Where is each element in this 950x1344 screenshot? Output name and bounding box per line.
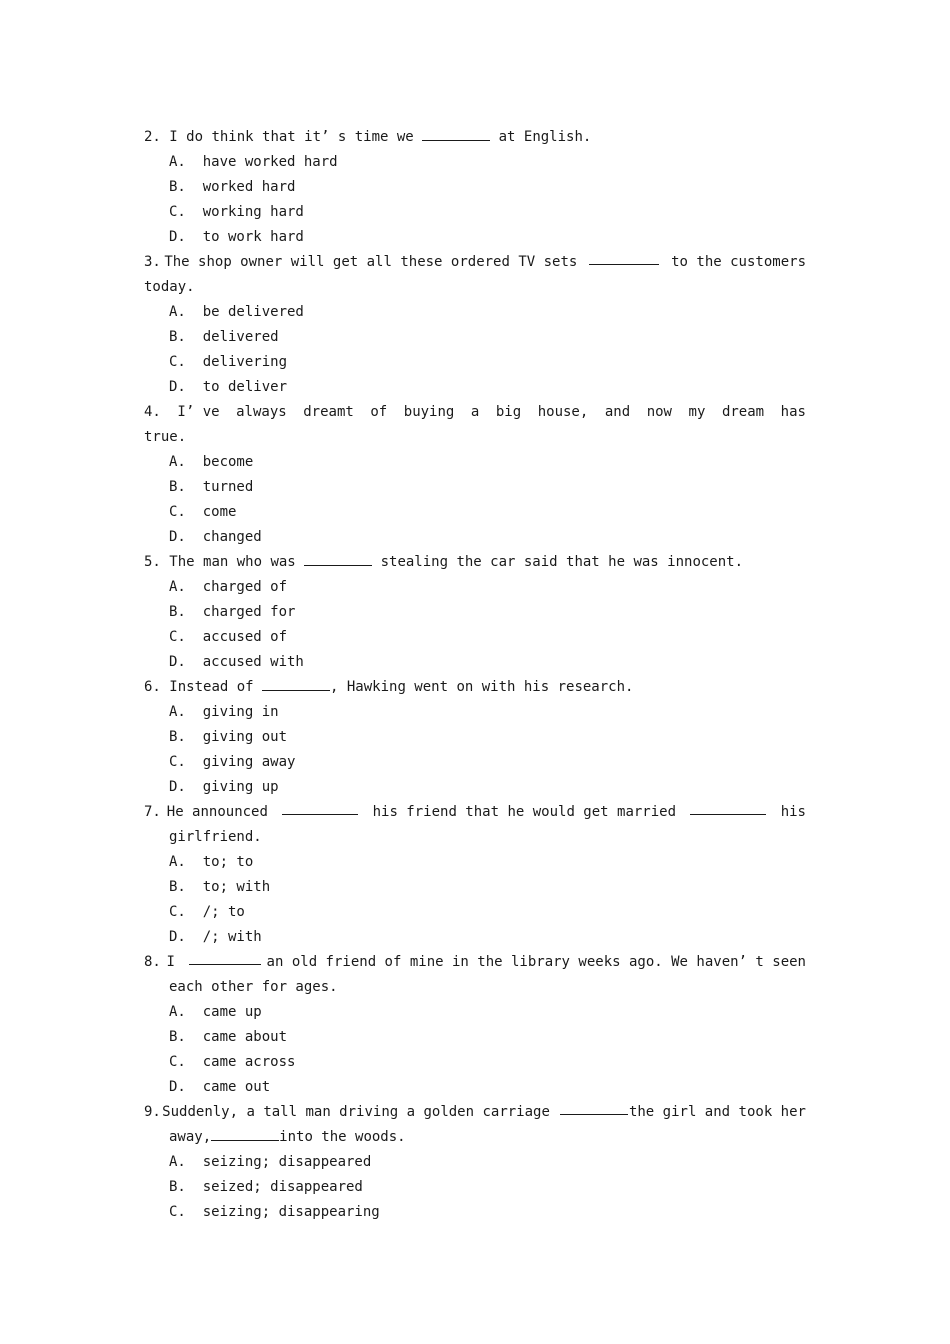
option-b[interactable]: B. seized; disappeared bbox=[169, 1179, 363, 1195]
option-d[interactable]: D. /; with bbox=[169, 929, 262, 945]
question-number: 3. bbox=[144, 254, 161, 270]
option-c[interactable]: C. delivering bbox=[169, 354, 288, 370]
question-stem bbox=[144, 1100, 806, 1125]
option-d[interactable]: D. came out bbox=[169, 1079, 271, 1095]
stem-word: always bbox=[236, 404, 287, 420]
question-9 bbox=[144, 1100, 806, 1225]
option-a[interactable]: A. giving in bbox=[169, 704, 279, 720]
question-2 bbox=[144, 125, 806, 250]
question-number: 8. bbox=[144, 954, 161, 970]
stem-word: I’ ve bbox=[177, 404, 220, 420]
stem-text: his friend that he would get married bbox=[364, 804, 685, 820]
stem-text: He announced bbox=[166, 804, 277, 820]
question-6 bbox=[144, 675, 806, 800]
stem-text: I do think that it’ s time we bbox=[169, 129, 423, 145]
option-a[interactable]: A. to; to bbox=[169, 854, 254, 870]
stem-text: Instead of bbox=[169, 679, 263, 695]
option-b[interactable]: B. to; with bbox=[169, 879, 271, 895]
question-stem bbox=[144, 800, 806, 825]
answer-blank-2[interactable] bbox=[690, 800, 766, 815]
option-b[interactable]: B. charged for bbox=[169, 604, 296, 620]
stem-word: my bbox=[688, 404, 706, 420]
option-a[interactable]: A. came up bbox=[169, 1004, 262, 1020]
question-5 bbox=[144, 550, 806, 675]
option-c[interactable]: C. seizing; disappearing bbox=[169, 1204, 380, 1220]
question-7 bbox=[144, 800, 806, 950]
stem-text: the girl and took her bbox=[628, 1104, 806, 1120]
stem-text: The shop owner will get all these ordered TV sets bbox=[164, 254, 586, 270]
answer-blank[interactable] bbox=[422, 126, 490, 141]
stem-continuation: each other for ages. bbox=[169, 979, 338, 995]
answer-blank-2[interactable] bbox=[211, 1126, 279, 1141]
option-d[interactable]: D. giving up bbox=[169, 779, 279, 795]
stem-word: of bbox=[370, 404, 388, 420]
option-c[interactable]: C. come bbox=[169, 504, 237, 520]
option-b[interactable]: B. worked hard bbox=[169, 179, 296, 195]
stem-word: and bbox=[604, 404, 631, 420]
stem-text: The man who was bbox=[169, 554, 305, 570]
answer-blank[interactable] bbox=[189, 950, 261, 965]
stem-text: , Hawking went on with his research. bbox=[330, 679, 634, 695]
option-a[interactable]: A. charged of bbox=[169, 579, 288, 595]
stem-text: I bbox=[166, 954, 184, 970]
stem-word: big bbox=[495, 404, 522, 420]
option-d[interactable]: D. accused with bbox=[169, 654, 304, 670]
answer-blank[interactable] bbox=[304, 551, 372, 566]
answer-blank[interactable] bbox=[589, 250, 659, 265]
stem-text: his bbox=[772, 804, 806, 820]
question-stem bbox=[144, 400, 806, 425]
stem-word: buying bbox=[403, 404, 455, 420]
stem-text: stealing the car said that he was innocent. bbox=[372, 554, 744, 570]
option-b[interactable]: B. came about bbox=[169, 1029, 288, 1045]
option-c[interactable]: C. working hard bbox=[169, 204, 304, 220]
stem-text: an old friend of mine in the library weeks ago. We haven’ t seen bbox=[266, 954, 806, 970]
stem-text: into the woods. bbox=[279, 1129, 406, 1145]
question-stem bbox=[144, 950, 806, 975]
question-number: 5. bbox=[144, 554, 161, 570]
option-b[interactable]: B. delivered bbox=[169, 329, 279, 345]
option-a[interactable]: A. seizing; disappeared bbox=[169, 1154, 372, 1170]
option-d[interactable]: D. to work hard bbox=[169, 229, 304, 245]
answer-blank-1[interactable] bbox=[560, 1100, 628, 1115]
stem-text: to the customers bbox=[662, 254, 806, 270]
stem-word: now bbox=[646, 404, 672, 420]
stem-continuation: girlfriend. bbox=[169, 829, 262, 845]
option-a[interactable]: A. be delivered bbox=[169, 304, 304, 320]
option-c[interactable]: C. /; to bbox=[169, 904, 245, 920]
question-stem bbox=[144, 550, 806, 575]
worksheet-page bbox=[144, 125, 806, 1225]
answer-blank-1[interactable] bbox=[282, 800, 358, 815]
option-d[interactable]: D. to deliver bbox=[169, 379, 288, 395]
question-number: 2. bbox=[144, 129, 161, 145]
stem-continuation: true. bbox=[144, 429, 187, 445]
question-4 bbox=[144, 400, 806, 550]
stem-word: dream bbox=[721, 404, 765, 420]
question-3 bbox=[144, 250, 806, 400]
question-number: 7. bbox=[144, 804, 161, 820]
question-number: 6. bbox=[144, 679, 161, 695]
stem-word: house, bbox=[537, 404, 589, 420]
option-c[interactable]: C. accused of bbox=[169, 629, 288, 645]
option-a[interactable]: A. become bbox=[169, 454, 254, 470]
stem-text: at English. bbox=[490, 129, 592, 145]
option-b[interactable]: B. giving out bbox=[169, 729, 288, 745]
question-number: 4. bbox=[144, 404, 161, 420]
stem-word: a bbox=[470, 404, 480, 420]
option-d[interactable]: D. changed bbox=[169, 529, 262, 545]
stem-word: has bbox=[780, 404, 806, 420]
option-a[interactable]: A. have worked hard bbox=[169, 154, 338, 170]
question-stem bbox=[144, 125, 806, 150]
stem-word: dreamt bbox=[303, 404, 354, 420]
question-8 bbox=[144, 950, 806, 1100]
question-number: 9. bbox=[144, 1104, 161, 1120]
option-c[interactable]: C. came across bbox=[169, 1054, 296, 1070]
option-c[interactable]: C. giving away bbox=[169, 754, 296, 770]
answer-blank[interactable] bbox=[262, 676, 330, 691]
question-stem bbox=[144, 250, 806, 275]
stem-text: away, bbox=[169, 1129, 212, 1145]
option-b[interactable]: B. turned bbox=[169, 479, 254, 495]
stem-continuation bbox=[144, 1125, 806, 1150]
stem-text: Suddenly, a tall man driving a golden carriage bbox=[162, 1104, 559, 1120]
question-stem bbox=[144, 675, 806, 700]
stem-continuation: today. bbox=[144, 279, 195, 295]
